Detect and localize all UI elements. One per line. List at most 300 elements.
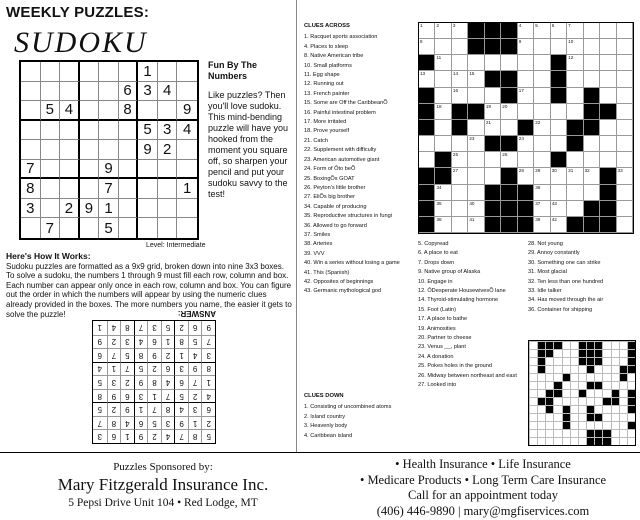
sudoku-cell [41,179,61,199]
sudoku-cell: 4 [177,121,197,141]
clue-item: 28. Not young [528,241,563,247]
sudoku-cell [177,140,197,160]
answer-cell: 4 [188,348,202,362]
crossword-cell [518,71,534,87]
crossword-block [419,120,435,136]
sudoku-cell: 5 [99,218,119,238]
sudoku-answer [92,309,216,444]
answer-cell-x [578,397,586,405]
answer-block [545,349,553,357]
howto-title: Here's How It Works: [6,251,91,261]
answer-cell: 6 [93,348,107,362]
answer-block [553,389,561,397]
crossword-answer-grid [528,340,636,446]
answer-cell-x [611,421,619,429]
fun-by-numbers-box [208,60,294,200]
answer-cell: 6 [174,375,188,389]
sudoku-cell [138,199,158,219]
answer-cell: 3 [147,321,161,335]
sudoku-cell [60,121,80,141]
answer-cell: 7 [201,335,215,349]
answer-cell-x [619,341,627,349]
sudoku-cell [99,62,119,82]
answer-cell: 6 [134,416,148,430]
sudoku-cell: 5 [41,101,61,121]
sudoku-cell [119,218,139,238]
clue-item: 36. Container for shipping [528,306,593,313]
answer-cell-x [578,405,586,413]
services-line-3: Call for an appointment today [408,488,558,502]
crossword-block [435,152,451,168]
answer-cell-x [570,413,578,421]
answer-cell: 5 [134,362,148,376]
sudoku-cell [41,140,61,160]
sudoku-cell [80,101,100,121]
crossword-cell [419,39,435,55]
clue-item: 26. Midway between northeast and east [418,372,517,379]
difficulty-level: Level: Intermediate [146,242,206,249]
crossword-block [518,201,534,217]
answer-cell-x [529,373,537,381]
answer-block [594,429,602,437]
crossword-cell [534,88,550,104]
clue-item: 34. Has moved through the air [528,297,604,304]
crossword-number: 38 [436,216,442,222]
crossword-block [600,185,616,201]
crossword-block [584,88,600,104]
answer-cell: 6 [107,429,121,443]
sudoku-cell [99,82,119,102]
sudoku-cell [119,199,139,219]
answer-cell-x [562,341,570,349]
sudoku-cell [60,160,80,180]
clues-down-right-list [528,240,638,315]
answer-cell: 2 [120,375,134,389]
crossword-block [501,217,517,233]
crossword-cell [584,168,600,184]
crossword-number: 36 [535,184,541,190]
crossword-cell [567,201,583,217]
crossword-cell [468,88,484,104]
answer-cell-x [602,405,610,413]
answer-cell-x [602,357,610,365]
sudoku-cell [158,179,178,199]
answer-cell-x [602,421,610,429]
answer-cell: 5 [174,389,188,403]
answer-cell: 7 [161,389,175,403]
answer-cell: 5 [93,375,107,389]
answer-cell: 5 [161,321,175,335]
clue-item: 17. A place to bathe [418,316,468,323]
crossword-cell [600,55,616,71]
crossword-cell [501,104,517,120]
answer-cell-x [611,341,619,349]
answer-cell: 6 [188,321,202,335]
sudoku-cell: 7 [21,160,41,180]
clue-item: 12. ÔDesperate HousewivesÕ lane [418,288,506,295]
crossword-number: 30 [551,168,557,174]
crossword-cell [501,152,517,168]
sudoku-cell [21,101,41,121]
crossword-cell [435,201,451,217]
answer-cell: 3 [134,389,148,403]
crossword-number: 20 [502,103,508,109]
sudoku-cell [21,121,41,141]
answer-block [553,381,561,389]
crossword-number: 25 [452,152,459,158]
crossword-block [567,136,583,152]
clue-item: 40. Win a series without losing a game [304,260,400,267]
answer-cell-x [619,405,627,413]
crossword-block [584,104,600,120]
answer-cell-x [570,373,578,381]
answer-cell-x [545,413,553,421]
answer-cell-x [545,357,553,365]
answer-cell: 8 [147,375,161,389]
sudoku-grid [19,60,199,240]
answer-cell-x [627,381,635,389]
crossword-cell [617,201,633,217]
answer-cell-x [570,381,578,389]
answer-cell-x [529,349,537,357]
crossword-block [567,120,583,136]
crossword-number: 1 [420,23,423,28]
crossword-cell [534,104,550,120]
answer-cell-x [562,357,570,365]
sponsor-footer [0,452,640,520]
answer-cell-x [537,437,545,445]
answer-cell: 6 [201,402,215,416]
clue-item: 1. Consisting of uncombined atoms [304,404,392,411]
clue-item: 34. Capable of producing [304,203,367,210]
crossword-cell [468,136,484,152]
crossword-cell [534,217,550,233]
answer-block [537,357,545,365]
crossword-cell [600,152,616,168]
answer-cell-x [594,421,602,429]
sudoku-cell [99,121,119,141]
answer-cell: 8 [93,389,107,403]
answer-block [545,389,553,397]
clue-item: 12. Running out [304,81,344,88]
sudoku-cell [60,82,80,102]
answer-cell: 5 [147,416,161,430]
sudoku-cell [138,179,158,199]
answer-cell-x [578,373,586,381]
sudoku-cell [80,218,100,238]
answer-block [562,373,570,381]
answer-cell-x [619,429,627,437]
crossword-cell [452,201,468,217]
crossword-cell [452,55,468,71]
answer-cell: 7 [120,362,134,376]
answer-block [537,397,545,405]
crossword-block [485,217,501,233]
answer-block [545,397,553,405]
clue-item: 27. Looked into [418,382,457,389]
crossword-number: 34 [436,184,442,190]
sudoku-cell: 8 [21,179,41,199]
crossword-cell [468,217,484,233]
answer-cell-x [529,365,537,373]
answer-cell-x [553,365,561,373]
sudoku-cell [158,218,178,238]
fun-text: Like puzzles? Then you'll love sudoku. This mind-bending puzzle will have you hooked from the moment you square off, so sharpen your pencil and put your sudoku savvy to the test! [208,90,289,199]
crossword-cell [468,55,484,71]
answer-cell-x [619,357,627,365]
answer-block [586,437,594,445]
crossword-cell [551,185,567,201]
answer-cell-x [602,341,610,349]
crossword-number: 14 [452,71,459,77]
crossword-cell [485,168,501,184]
answer-cell-x [537,389,545,397]
answer-cell: 4 [201,389,215,403]
page-title: WEEKLY PUZZLES: [6,4,150,21]
answer-cell: 1 [201,375,215,389]
clue-item: 7. Drops down [418,259,455,266]
crossword-block [501,39,517,55]
clues-down-middle-list [418,240,522,391]
answer-cell-x [529,397,537,405]
clue-item: 29. Annoy constantly [528,250,580,257]
answer-block [586,413,594,421]
answer-cell: 8 [134,348,148,362]
answer-cell-x [586,389,594,397]
answer-cell: 9 [120,402,134,416]
answer-block [627,405,635,413]
crossword-block [501,168,517,184]
sudoku-cell [60,62,80,82]
answer-cell: 6 [120,389,134,403]
crossword-cell [617,136,633,152]
crossword-cell [617,185,633,201]
crossword-cell [551,23,567,39]
crossword-block [485,23,501,39]
clue-item: 25. BoxingÕs GOAT [304,175,355,182]
column-divider [296,0,297,452]
crossword-grid [418,22,634,234]
answer-cell: 5 [188,335,202,349]
answer-cell-x [619,437,627,445]
crossword-number: 10 [568,39,574,45]
sudoku-cell: 2 [158,140,178,160]
clues-across-title: CLUES ACROSS [304,23,350,29]
answer-block [594,349,602,357]
crossword-number: 6 [551,23,555,28]
answer-cell-x [627,429,635,437]
crossword-cell [534,201,550,217]
answer-cell-x [578,381,586,389]
crossword-cell [617,39,633,55]
answer-cell-x [619,421,627,429]
answer-block [578,389,586,397]
answer-cell-x [570,405,578,413]
sudoku-cell [60,218,80,238]
clue-item: 30. Something one can strike [528,259,601,266]
answer-cell-x [594,397,602,405]
clues-down-title: CLUES DOWN [304,393,344,399]
answer-block [586,405,594,413]
howto-text: Sudoku puzzles are formatted as a 9x9 grid, broken down into nine 3x3 boxes. To solve a sudoku, the numbers 1 through 9 must fill each row, column and box. Each number can appear only once in each row, column and box. You can figure out the order in which the numbers will appear by using the numeric clues already provided in the boxes. The more numbers you name, the easier it gets to solve the puzzle! [6,261,292,319]
answer-cell: 2 [147,362,161,376]
sudoku-cell: 7 [41,218,61,238]
crossword-block [419,168,435,184]
answer-cell: 9 [134,429,148,443]
crossword-number: 13 [420,71,426,77]
crossword-block [485,39,501,55]
crossword-cell [452,185,468,201]
crossword-number: 39 [535,216,541,222]
clue-item: 36. Allowed to go forward [304,222,367,229]
crossword-cell [534,39,550,55]
answer-cell-x [570,349,578,357]
answer-cell-x [611,405,619,413]
answer-block [627,365,635,373]
crossword-cell [452,136,468,152]
crossword-cell [617,55,633,71]
sudoku-cell [158,101,178,121]
crossword-block [501,88,517,104]
answer-cell: 2 [201,416,215,430]
sudoku-cell [21,82,41,102]
crossword-cell [534,168,550,184]
crossword-cell [534,136,550,152]
crossword-number: 19 [485,103,491,109]
crossword-cell [567,55,583,71]
sudoku-cell: 7 [99,179,119,199]
crossword-cell [534,23,550,39]
answer-cell: 2 [161,348,175,362]
crossword-cell [518,88,534,104]
crossword-block [551,152,567,168]
answer-cell-x [537,413,545,421]
crossword-cell [435,217,451,233]
crossword-cell [600,39,616,55]
crossword-number: 7 [568,23,571,28]
clue-item: 23. American automotive giant [304,156,380,163]
sudoku-cell [119,62,139,82]
sudoku-cell [60,140,80,160]
crossword-cell [534,185,550,201]
answer-cell-x [570,365,578,373]
clue-item: 3. Heavenly body [304,423,348,430]
clue-item: 31. Most glacial [528,269,567,276]
answer-cell-x [602,349,610,357]
answer-cell: 9 [147,348,161,362]
answer-cell: 9 [188,362,202,376]
answer-cell-x [586,373,594,381]
crossword-cell [567,23,583,39]
crossword-block [419,88,435,104]
crossword-block [551,55,567,71]
crossword-block [419,55,435,71]
crossword-cell [518,55,534,71]
sudoku-cell [119,179,139,199]
sudoku-cell [41,160,61,180]
clue-item: 22. Supplement with difficulty [304,147,377,154]
sudoku-cell [80,62,100,82]
answer-cell-x [570,429,578,437]
answer-cell-x [578,365,586,373]
clue-item: 8. Native American tribe [304,53,364,60]
answer-block [578,349,586,357]
answer-cell-x [611,429,619,437]
crossword-cell [485,88,501,104]
answer-cell: 5 [120,348,134,362]
crossword-cell [435,39,451,55]
crossword-cell [452,71,468,87]
clue-item: 11. Egg shape [304,72,340,79]
clue-item: 4. Places to sleep [304,43,349,50]
crossword-cell [567,104,583,120]
clue-item: 41. This (Spanish) [304,269,350,276]
crossword-cell [567,71,583,87]
sudoku-cell [60,179,80,199]
crossword-block [419,201,435,217]
crossword-block [518,217,534,233]
answer-cell: 9 [174,416,188,430]
answer-block [611,397,619,405]
crossword-cell [584,185,600,201]
sudoku-cell: 8 [119,101,139,121]
answer-block [594,413,602,421]
answer-cell-x [611,437,619,445]
crossword-cell [435,104,451,120]
crossword-cell [600,88,616,104]
crossword-block [584,201,600,217]
answer-cell-x [545,421,553,429]
answer-cell-x [545,365,553,373]
crossword-cell [584,39,600,55]
crossword-block [551,88,567,104]
clues-across-list [304,33,414,296]
answer-cell-x [529,429,537,437]
answer-block [594,437,602,445]
crossword-cell [534,120,550,136]
answer-cell: 7 [93,416,107,430]
answer-block [602,397,610,405]
answer-cell: 8 [188,429,202,443]
answer-cell-x [553,357,561,365]
crossword-block [501,23,517,39]
answer-cell: 7 [107,348,121,362]
answer-cell-x [619,397,627,405]
crossword-cell [501,55,517,71]
crossword-number: 5 [535,23,538,28]
answer-block [619,373,627,381]
answer-cell-x [529,405,537,413]
sudoku-cell: 1 [177,179,197,199]
sudoku-cell [41,121,61,141]
sudoku-cell [41,199,61,219]
services-list [326,457,640,519]
crossword-cell [518,39,534,55]
crossword-block [600,201,616,217]
sudoku-cell [80,140,100,160]
clue-item: 25. Pokes holes in the ground [418,363,493,370]
answer-cell: 1 [107,362,121,376]
crossword-block [501,136,517,152]
answer-cell-x [553,413,561,421]
answer-cell: 8 [161,402,175,416]
answer-block [594,357,602,365]
answer-cell: 7 [134,321,148,335]
crossword-number: 33 [617,168,623,174]
answer-cell-x [562,389,570,397]
crossword-cell [617,23,633,39]
answer-block [586,349,594,357]
